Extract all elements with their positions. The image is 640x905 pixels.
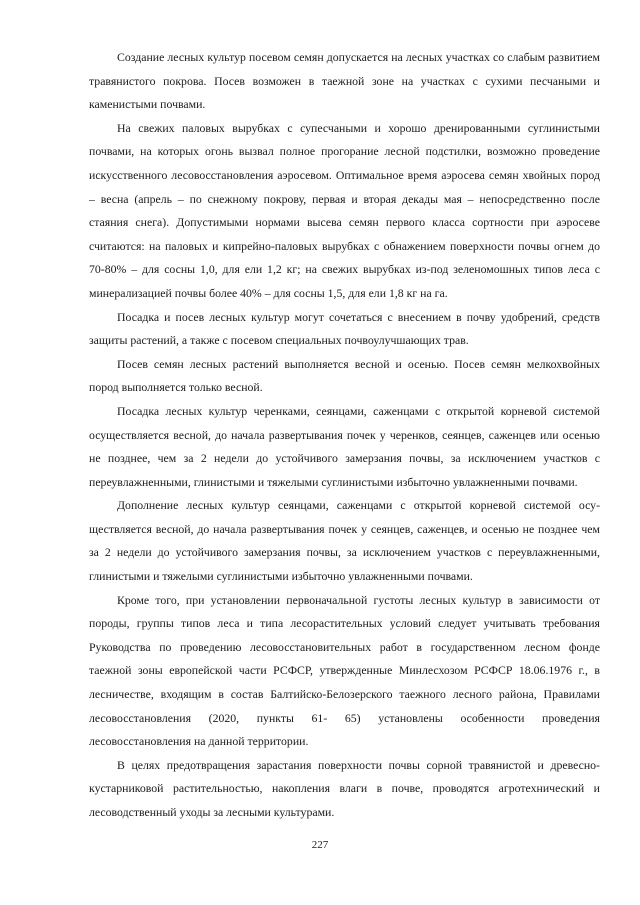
paragraph-initial-density: Кроме того, при установлении первоначальной густоты лесных культур в зависимости от породы, группы типов леса и типа лесорастительных условий следует учитывать требования Руководства по проведению лесовосстановительных работ в государственном лесном фонде таежной зоны европейской части РСФСР, утвержденные Минлесхозом РСФСР 18.06.1976 г., в лесничестве, входящим в состав Балтийско-Белозерского таежного лесного района, Правилами лесовосстановления (2020, пункты 61- 65) установлены особенности проведения лесовосстановления на данной территории. <box>89 592 600 749</box>
paragraph-planting-timing: Посадка лесных культур черенками, сеянцами, саженцами с открытой корневой системой осуществляется весной, до начала развертывания почек у черенков, сеянцев, саженцев или осенью не позднее, чем за 2 недели до устойчивого замерзания почвы, за исключением участков с переувлажненными, глинистыми и тяжелыми суглинистыми избыточно увлажненными почвами. <box>89 403 600 489</box>
paragraph-aerial-seeding: На свежих паловых вырубках с супесчаными и хорошо дренированными суглинистыми почвами, на которых огонь вызвал полное прогорание лесной подстилки, возможно проведение искусственного лесовосстановления аэросевом. Оптимальное время аэросева семян хвойных пород – весна (апрель – по снежному покрову, первая и вторая декады мая – непосредственно после стаяния снега). Допустимыми нормами высева семян первого класса сортности при аэросеве считаются: на паловых и кипрейно-паловых вырубках с обнажением поверхности почвы огнем до 70-80% – для сосны 1,0, для ели 1,2 кг; на свежих вырубках из-под зеленомошных типов леса с минерализацией почвы более 40% – для сосны 1,5, для ели 1,8 кг на га. <box>89 120 600 300</box>
paragraph-sowing-conditions: Создание лесных культур посевом семян допускается на лесных участках со слабым развитием травянистого покрова. Посев возможен в таежной зоне на участках с сухими песчаными и каменистыми почвами. <box>89 50 600 112</box>
paragraph-supplementing-cultures: Дополнение лесных культур сеянцами, саженцами с открытой корневой системой осуществляется весной, до начала развертывания почек у сеянцев, саженцев, и осенью не позднее чем за 2 недели до устойчивого замерзания почвы, за исключением участков с переувлажненными, глинистыми и тяжелыми суглинистыми избыточно увлажненными почвами. <box>89 498 600 584</box>
paragraph-fertilizers: Посадка и посев лесных культур могут сочетаться с внесением в почву удобрений, средств защиты растений, а также с посевом специальных почвоулучшающих трав. <box>89 309 600 348</box>
body-text <box>89 46 600 825</box>
page-number: 227 <box>311 839 329 851</box>
paragraph-sowing-season: Посев семян лесных растений выполняется весной и осенью. Посев семян мелкохвойных пород выполняется только весной. <box>89 356 600 395</box>
paragraph-maintenance: В целях предотвращения зарастания поверхности почвы сорной травянистой и древесно-кустарниковой растительностью, накопления влаги в почве, проводятся агротехнический и лесоводственный уходы за лесными культурами. <box>89 757 600 819</box>
